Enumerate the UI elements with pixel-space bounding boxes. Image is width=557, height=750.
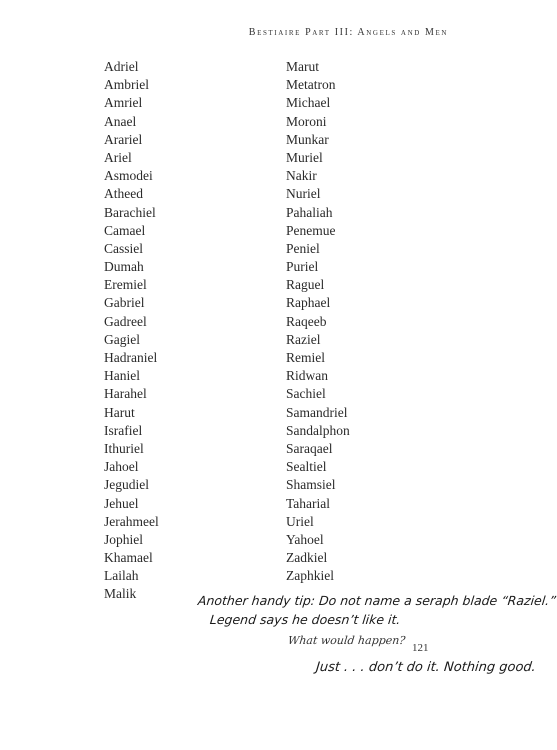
angel-name: Yahoel <box>286 531 324 547</box>
angel-name: Ridwan <box>286 368 328 384</box>
handwritten-tip-line-2: Legend says he doesn’t like it. <box>209 612 402 627</box>
angel-name: Sachiel <box>286 386 326 402</box>
angel-name: Gagiel <box>104 331 140 347</box>
angel-name: Eremiel <box>104 277 147 293</box>
angel-name: Jahoel <box>104 459 139 475</box>
angel-name: Barachiel <box>104 204 156 220</box>
angel-name: Anael <box>104 113 137 129</box>
angel-name: Camael <box>104 222 146 238</box>
angel-name: Jehuel <box>104 495 139 511</box>
angel-name: Saraqael <box>286 440 333 456</box>
angel-name: Ambriel <box>104 77 149 93</box>
angel-name: Jophiel <box>104 531 143 547</box>
angel-name: Raziel <box>286 331 321 347</box>
angel-name: Jerahmeel <box>104 513 159 529</box>
handwritten-answer: Just . . . don’t do it. Nothing good. <box>315 660 537 675</box>
angel-name: Harut <box>104 404 135 420</box>
angel-name: Haniel <box>104 368 140 384</box>
angel-name: Ariel <box>104 149 132 165</box>
angel-name: Muriel <box>286 149 323 165</box>
angel-name: Ithuriel <box>104 440 144 456</box>
angel-name: Nuriel <box>286 186 321 202</box>
angel-name: Dumah <box>104 259 144 275</box>
angel-name: Khamael <box>104 550 153 566</box>
angel-name: Cassiel <box>104 240 143 256</box>
angel-name: Marut <box>286 59 319 74</box>
angel-name: Hadraniel <box>104 350 158 365</box>
angel-name: Asmodei <box>104 168 153 184</box>
angel-name: Israfiel <box>104 422 143 438</box>
angel-name: Uriel <box>286 513 314 529</box>
angel-name: Jegudiel <box>104 477 149 493</box>
angel-name: Raguel <box>286 277 325 293</box>
angel-name: Harahel <box>104 386 147 402</box>
angel-name: Shamsiel <box>286 477 336 493</box>
angel-name: Adriel <box>104 59 139 74</box>
angel-name: Metatron <box>286 77 336 93</box>
angel-name: Zaphkiel <box>286 568 334 584</box>
angel-name: Penemue <box>286 222 336 238</box>
handwritten-tip-line-1: Another handy tip: Do not name a seraph blade “Raziel.” <box>197 593 557 608</box>
angel-name: Puriel <box>286 259 319 275</box>
angel-name: Atheed <box>104 186 143 202</box>
angel-name: Raqeeb <box>286 313 327 329</box>
angel-name: Sealtiel <box>286 459 327 475</box>
angel-name: Arariel <box>104 131 143 147</box>
angel-name: Taharial <box>286 495 331 511</box>
angel-name: Gadreel <box>104 313 147 329</box>
angel-name: Zadkiel <box>286 550 328 566</box>
page-number: 121 <box>412 642 429 654</box>
angel-name: Nakir <box>286 168 317 184</box>
angel-name: Gabriel <box>104 295 145 311</box>
angel-name: Amriel <box>104 95 143 111</box>
names-column-left <box>104 58 159 604</box>
angel-name: Moroni <box>286 113 327 129</box>
names-column-right <box>286 58 350 585</box>
angel-name: Remiel <box>286 350 325 365</box>
angel-name: Michael <box>286 95 331 111</box>
running-header: Bestiaire Part III: Angels and Men <box>248 27 448 38</box>
angel-name: Pahaliah <box>286 204 333 220</box>
angel-name: Peniel <box>286 240 320 256</box>
handwritten-question: What would happen? <box>287 634 406 647</box>
angel-name: Samandriel <box>286 404 348 420</box>
angel-name: Raphael <box>286 295 331 311</box>
angel-name: Lailah <box>104 568 139 584</box>
angel-name: Munkar <box>286 131 329 147</box>
angel-name: Malik <box>104 586 137 602</box>
angel-name: Sandalphon <box>286 422 350 438</box>
